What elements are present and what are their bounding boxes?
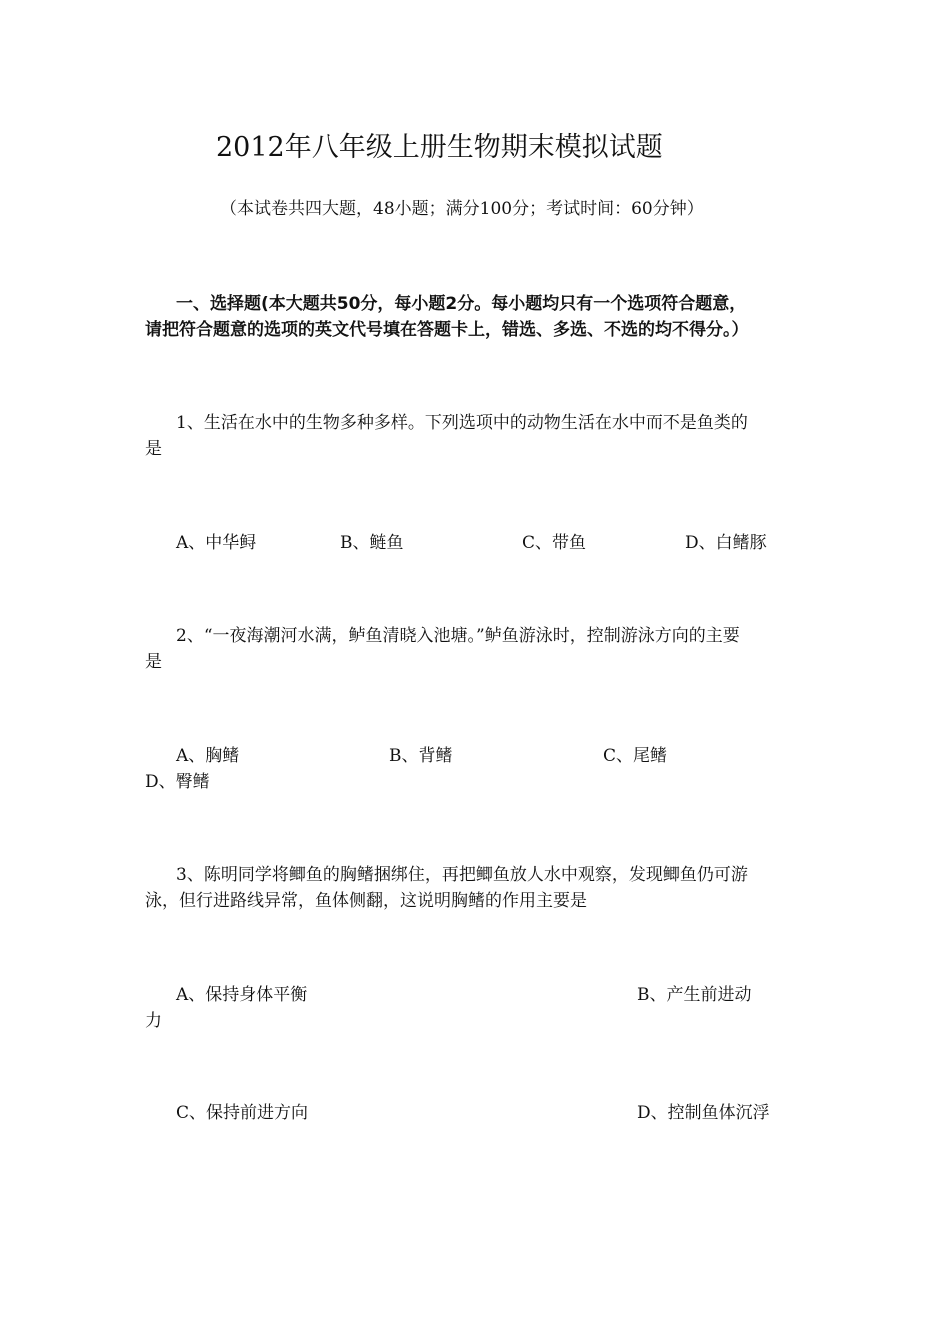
question-3-option-b-cont: 力 — [145, 1011, 162, 1031]
question-1-option-b: B、鲢鱼 — [340, 533, 404, 553]
question-3-text-cont: 泳，但行进路线异常，鱼体侧翻，这说明胸鳍的作用主要是 — [145, 891, 587, 911]
question-2-option-d: D、臀鳍 — [145, 772, 210, 792]
question-3-option-b: B、产生前进动 — [637, 985, 752, 1005]
question-2-text-cont: 是 — [145, 652, 162, 672]
question-1-option-a: A、中华鲟 — [176, 533, 257, 553]
page-title: 2012年八年级上册生物期末模拟试题 — [216, 132, 663, 163]
exam-instructions: （本试卷共四大题，48小题；满分100分；考试时间：60分钟） — [220, 199, 704, 219]
section-heading-line-2: 请把符合题意的选项的英文代号填在答题卡上，错选、多选、不选的均不得分。） — [145, 320, 749, 340]
question-2-option-a: A、胸鳍 — [176, 746, 240, 766]
question-2-option-b: B、背鳍 — [389, 746, 453, 766]
question-1-option-d: D、白鳍豚 — [685, 533, 767, 553]
question-1-text-cont: 是 — [145, 439, 162, 459]
question-2-text: 2、“一夜海潮河水满，鲈鱼清晓入池塘。”鲈鱼游泳时，控制游泳方向的主要 — [176, 626, 740, 646]
question-3-option-d: D、控制鱼体沉浮 — [637, 1103, 770, 1123]
question-3-option-a: A、保持身体平衡 — [176, 985, 308, 1005]
question-3-text: 3、陈明同学将鲫鱼的胸鳍捆绑住，再把鲫鱼放人水中观察，发现鲫鱼仍可游 — [176, 865, 748, 885]
question-3-option-c: C、保持前进方向 — [176, 1103, 309, 1123]
question-2-option-c: C、尾鳍 — [603, 746, 668, 766]
question-1-text: 1、生活在水中的生物多种多样。下列选项中的动物生活在水中而不是鱼类的 — [176, 413, 748, 433]
question-1-option-c: C、带鱼 — [522, 533, 587, 553]
section-heading-line-1: 一、选择题(本大题共50分，每小题2分。每小题均只有一个选项符合题意， — [176, 294, 747, 314]
